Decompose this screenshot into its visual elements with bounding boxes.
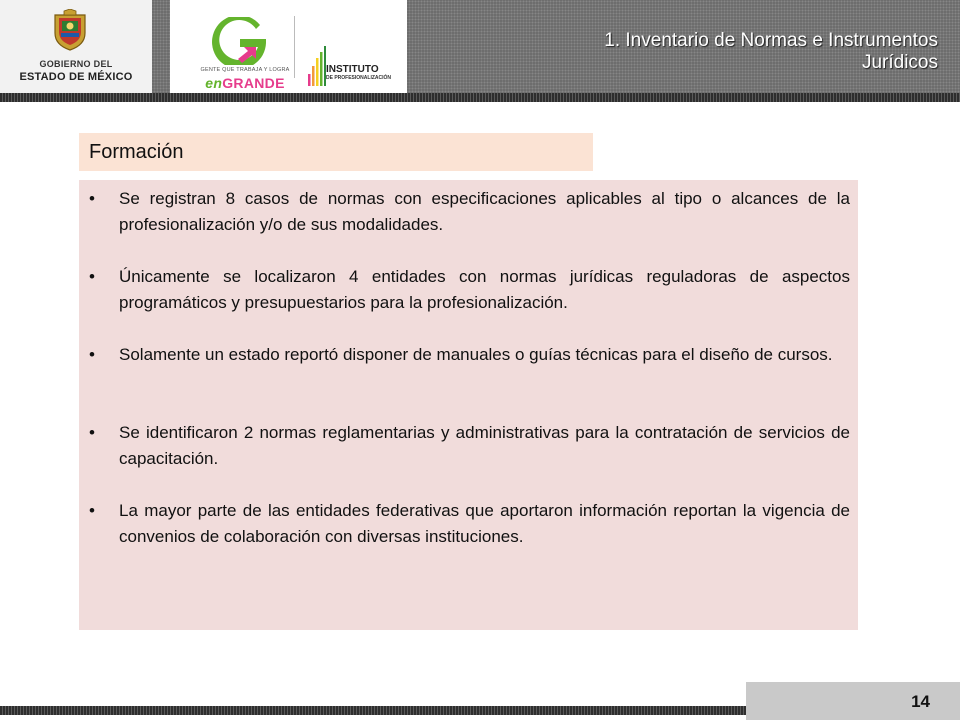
engrande-brand <box>190 75 300 91</box>
engrande-main: GRANDE <box>222 75 285 91</box>
header-divider-strip <box>0 93 960 102</box>
state-shield-icon <box>52 9 88 51</box>
bullet-text: Solamente un estado reportó disponer de manuales o guías técnicas para el diseño de cursos. <box>119 345 833 364</box>
header-bar <box>0 0 960 93</box>
logo-divider <box>294 16 295 78</box>
bullet-text: Únicamente se localizaron 4 entidades con normas jurídicas reguladoras de aspectos programáticos y presupuestarios para la profesionalización. <box>119 267 850 312</box>
page-number: 14 <box>911 692 930 711</box>
section-label-box <box>79 133 593 171</box>
gobierno-line1: GOBIERNO DEL <box>39 59 113 69</box>
engrande-prefix: en <box>205 75 223 91</box>
bullet-text: La mayor parte de las entidades federativas que aportaron información reportan la vigencia de convenios de colaboración con diversas instituciones. <box>119 501 850 546</box>
bullet-marker: • <box>89 423 95 442</box>
slide-title-line2: Jurídicos <box>861 52 938 73</box>
content-box <box>79 180 858 630</box>
bullet-marker: • <box>89 345 95 364</box>
section-label: Formación <box>89 141 184 163</box>
bullet-text: Se identificaron 2 normas reglamentarias y administrativas para la contratación de servicios de capacitación. <box>119 423 850 468</box>
bullet-marker: • <box>89 501 95 520</box>
g-arrow-icon <box>208 17 268 65</box>
instituto-line1: INSTITUTO <box>326 64 379 75</box>
slide-title-line1: 1. Inventario de Normas e Instrumentos <box>604 30 938 51</box>
bullet-marker: • <box>89 267 95 286</box>
slide-title <box>480 30 938 74</box>
gobierno-line2: ESTADO DE MÉXICO <box>19 71 133 83</box>
engrande-instituto-logos <box>170 0 407 93</box>
bar-growth-icon <box>308 46 326 86</box>
instituto-line2: DE PROFESIONALIZACIÓN <box>326 75 392 81</box>
bullet-marker: • <box>89 189 95 208</box>
gobierno-logo <box>0 0 152 93</box>
engrande-tagline: GENTE QUE TRABAJA Y LOGRA <box>200 67 290 73</box>
bullet-text: Se registran 8 casos de normas con especificaciones aplicables al tipo o alcances de la profesionalización y/o de sus modalidades. <box>119 189 850 234</box>
page-number-box <box>746 682 960 720</box>
